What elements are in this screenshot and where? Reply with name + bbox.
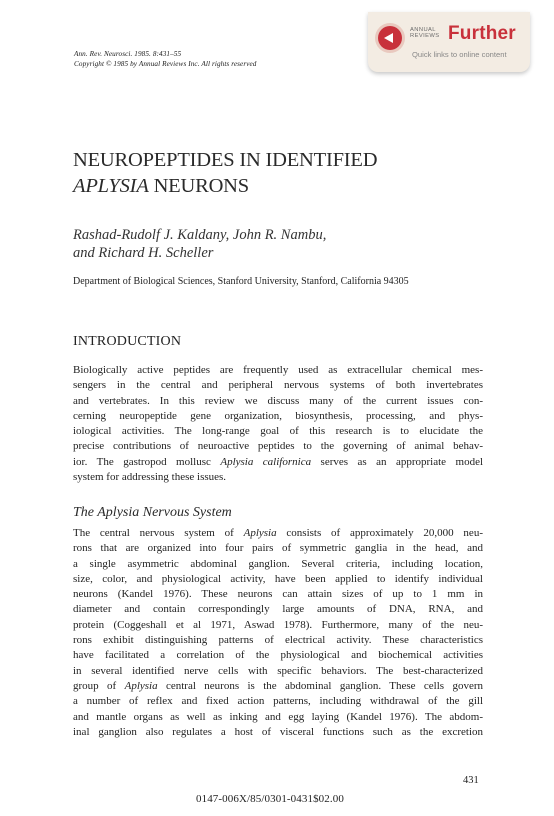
title-line-1: NEUROPEPTIDES IN IDENTIFIED xyxy=(73,149,378,171)
paragraph-line: diameter and contain correspondingly large amounts of DNA, RNA, and xyxy=(73,603,483,616)
paragraph-line: precise contributions of neuroactive peptides to the governing of animal behav- xyxy=(73,440,483,453)
paragraph-line: inal ganglion also regulates a host of visceral functions such as the excretion xyxy=(73,725,483,738)
paragraph-line: a single asymmetric abdominal ganglion. Several criteria, including location, xyxy=(73,557,483,570)
paragraph-line: cerning neuropeptide gene organization, biosynthesis, processing, and phys- xyxy=(73,409,483,422)
article-title xyxy=(73,147,377,199)
play-arrow-icon xyxy=(378,26,402,50)
further-subtitle: Quick links to online content xyxy=(412,50,507,59)
title-line-2: APLYSIA NEURONS xyxy=(73,175,249,197)
introduction-paragraph xyxy=(73,363,483,485)
authors-line-2: and Richard H. Scheller xyxy=(73,245,214,261)
page-number: 431 xyxy=(463,775,479,786)
paragraph-line: have facilitated a correlation of the physiological and biochemical activities xyxy=(73,649,483,662)
paragraph-line: neurons (Kandel 1976). These neurons can attain sizes of up to 1 mm in xyxy=(73,588,483,601)
paragraph-line: rons that are organized into four pairs of symmetric ganglia in the head, and xyxy=(73,542,483,555)
authors-line-1: Rashad-Rudolf J. Kaldany, John R. Nambu, xyxy=(73,227,327,243)
nervous-system-paragraph xyxy=(73,526,483,740)
journal-citation xyxy=(74,49,257,69)
footer-code: 0147-006X/85/0301-0431$02.00 xyxy=(196,793,344,805)
paragraph-line: and mantle organs as well as inking and egg laying (Kandel 1976). The abdom- xyxy=(73,710,483,723)
citation-line-1: Ann. Rev. Neurosci. 1985. 8:431–55 xyxy=(74,50,182,58)
paragraph-line: system for addressing these issues. xyxy=(73,471,227,484)
further-banner[interactable] xyxy=(368,12,530,72)
section-heading-introduction: INTRODUCTION xyxy=(73,334,182,349)
paragraph-line: iological activities. The long-range goal of this research is to elucidate the xyxy=(73,425,483,438)
author-list xyxy=(73,226,326,262)
paragraph-line: The central nervous system of Aplysia consists of approximately 20,000 neu- xyxy=(73,527,483,539)
paragraph-line: group of Aplysia central neurons is the abdominal ganglion. These cells govern xyxy=(73,679,483,692)
paragraph-line: in several identified nerve cells with specific behaviors. The best-characterized xyxy=(73,664,483,677)
subsection-heading: The Aplysia Nervous System xyxy=(73,505,232,520)
paragraph-line: protein (Coggeshall et al 1971, Aswad 1978). Furthermore, many of the neu- xyxy=(73,618,483,631)
paragraph-line: sengers in the central and peripheral nervous systems of both invertebrates xyxy=(73,379,483,392)
paragraph-line: Biologically active peptides are frequently used as extracellular chemical mes- xyxy=(73,364,483,376)
paragraph-line: and vertebrates. In this review we discuss many of the current issues con- xyxy=(73,394,483,407)
annual-reviews-brand: ANNUAL REVIEWS xyxy=(410,27,440,40)
paragraph-line: ior. The gastropod mollusc Aplysia californica serves as an appropriate model xyxy=(73,455,484,468)
paragraph-line: a number of reflex and fixed action patterns, including withdrawal of the gill xyxy=(73,695,483,708)
further-title: Further xyxy=(448,23,516,44)
affiliation: Department of Biological Sciences, Stanford University, Stanford, California 94305 xyxy=(73,276,409,287)
paragraph-line: size, color, and physiological activity, have been applied to identify individual xyxy=(73,572,483,585)
citation-line-2: Copyright © 1985 by Annual Reviews Inc. All rights reserved xyxy=(74,60,257,68)
paragraph-line: rons exhibit distinguishing patterns of electrical activity. These characteristics xyxy=(73,634,483,647)
